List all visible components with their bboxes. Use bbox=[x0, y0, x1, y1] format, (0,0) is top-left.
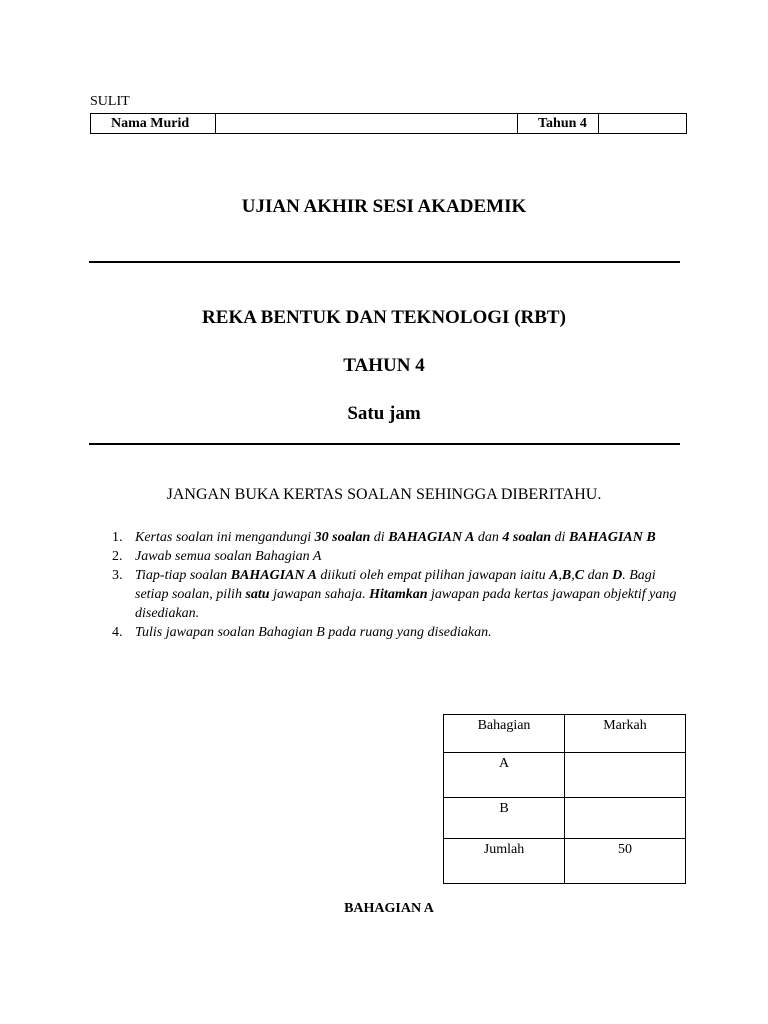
marks-total-value: 50 bbox=[565, 839, 686, 884]
divider-top bbox=[89, 261, 680, 263]
instruction-text: , bbox=[558, 568, 562, 583]
instruction-emphasis: satu bbox=[245, 587, 270, 602]
name-label: Nama Murid bbox=[91, 114, 216, 134]
instruction-text: . Bagi setiap soalan, pilih bbox=[135, 568, 656, 602]
year-field[interactable] bbox=[599, 114, 687, 134]
instruction-emphasis: BAHAGIAN A bbox=[388, 530, 475, 545]
instruction-item bbox=[112, 623, 684, 642]
instruction-emphasis: 30 soalan bbox=[314, 530, 371, 545]
instruction-text: Tulis jawapan soalan Bahagian B pada ruang yang disediakan. bbox=[135, 625, 492, 640]
duration-title: Satu jam bbox=[347, 403, 421, 424]
instruction-text: diikuti oleh empat pilihan jawapan iaitu bbox=[316, 568, 550, 583]
marks-row-label: A bbox=[444, 753, 565, 798]
instruction-text: Tiap-tiap soalan bbox=[135, 568, 231, 583]
marks-header-score: Markah bbox=[565, 715, 686, 753]
instruction-text: di bbox=[370, 530, 389, 545]
instruction-text: dan bbox=[474, 530, 503, 545]
instruction-item bbox=[112, 566, 684, 623]
instruction-text: , bbox=[571, 568, 575, 583]
instruction-item bbox=[112, 547, 684, 566]
name-field[interactable] bbox=[216, 114, 518, 134]
section-heading: BAHAGIAN A bbox=[344, 901, 434, 916]
marks-table bbox=[443, 714, 686, 884]
instruction-emphasis: B bbox=[561, 568, 572, 583]
marks-header-section: Bahagian bbox=[444, 715, 565, 753]
instruction-text: Kertas soalan ini mengandungi bbox=[135, 530, 315, 545]
instruction-text: jawapan sahaja. bbox=[269, 587, 370, 602]
instruction-emphasis: A bbox=[549, 568, 559, 583]
instruction-text: dan bbox=[584, 568, 613, 583]
marks-row-value[interactable] bbox=[565, 753, 686, 798]
student-info-table bbox=[90, 113, 687, 134]
year-label: Tahun 4 bbox=[518, 114, 599, 134]
year-title: TAHUN 4 bbox=[343, 355, 425, 376]
instruction-emphasis: D bbox=[612, 568, 623, 583]
marks-row-value[interactable] bbox=[565, 798, 686, 839]
instruction-number: 3. bbox=[112, 568, 123, 583]
instruction-number: 4. bbox=[112, 625, 123, 640]
instruction-emphasis: 4 soalan bbox=[502, 530, 552, 545]
instruction-text: jawapan pada kertas jawapan objektif yang disediakan. bbox=[135, 587, 677, 621]
instruction-emphasis: Hitamkan bbox=[369, 587, 428, 602]
instruction-item bbox=[112, 528, 684, 547]
instruction-text: di bbox=[551, 530, 569, 545]
instruction-emphasis: BAHAGIAN A bbox=[230, 568, 317, 583]
warning-notice: JANGAN BUKA KERTAS SOALAN SEHINGGA DIBERITAHU. bbox=[166, 486, 602, 503]
subject-title: REKA BENTUK DAN TEKNOLOGI (RBT) bbox=[202, 307, 566, 328]
instructions-list bbox=[112, 528, 684, 642]
classification-label: SULIT bbox=[90, 94, 130, 109]
divider-bottom bbox=[89, 443, 680, 445]
instruction-emphasis: BAHAGIAN B bbox=[568, 530, 656, 545]
marks-row-label: B bbox=[444, 798, 565, 839]
marks-total-label: Jumlah bbox=[444, 839, 565, 884]
instruction-number: 2. bbox=[112, 549, 123, 564]
instruction-text: Jawab semua soalan Bahagian A bbox=[135, 549, 322, 564]
instruction-number: 1. bbox=[112, 530, 123, 545]
instruction-emphasis: C bbox=[574, 568, 585, 583]
exam-title: UJIAN AKHIR SESI AKADEMIK bbox=[241, 196, 527, 217]
